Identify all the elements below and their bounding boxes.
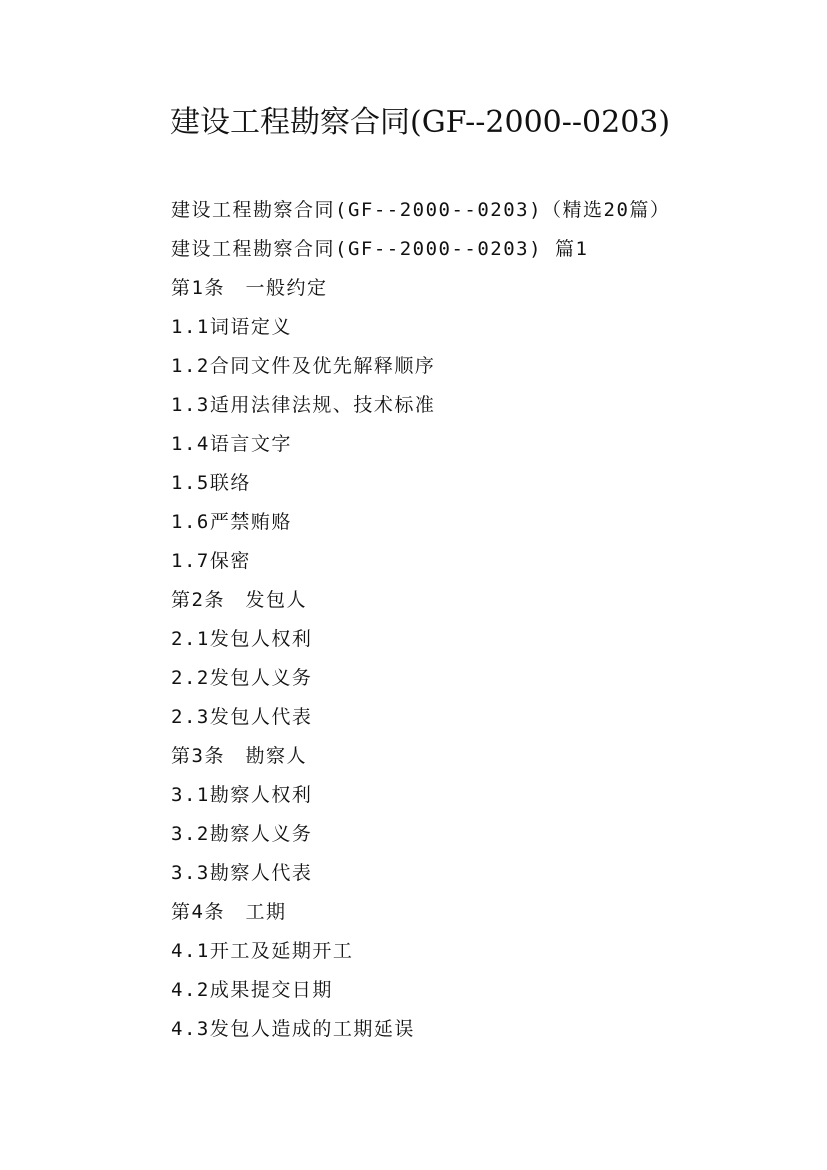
section-heading: 第2条 发包人 [171, 589, 307, 611]
document-body [171, 191, 771, 1049]
text-line: 1.4语言文字 [171, 433, 292, 455]
text-line: 2.2发包人义务 [171, 667, 313, 689]
section-heading: 第1条 一般约定 [171, 277, 328, 299]
text-line: 1.2合同文件及优先解释顺序 [171, 355, 436, 377]
text-line: 1.6严禁贿赂 [171, 511, 292, 533]
text-line: 4.3发包人造成的工期延误 [171, 1018, 415, 1040]
text-line: 1.5联络 [171, 472, 251, 494]
text-line: 2.1发包人权利 [171, 628, 313, 650]
text-line: 2.3发包人代表 [171, 706, 313, 728]
section-heading: 第3条 勘察人 [171, 745, 307, 767]
text-line: 4.1开工及延期开工 [171, 940, 354, 962]
text-line: 3.1勘察人权利 [171, 784, 313, 806]
text-line: 4.2成果提交日期 [171, 979, 333, 1001]
text-line: 3.2勘察人义务 [171, 823, 313, 845]
text-line: 建设工程勘察合同(GF--2000--0203)（精选20篇） [171, 199, 671, 221]
text-line: 1.3适用法律法规、技术标准 [171, 394, 436, 416]
section-heading: 第4条 工期 [171, 901, 287, 923]
text-line: 3.3勘察人代表 [171, 862, 313, 884]
text-line: 建设工程勘察合同(GF--2000--0203) 篇1 [171, 238, 589, 260]
text-line: 1.1词语定义 [171, 316, 292, 338]
text-line: 1.7保密 [171, 550, 251, 572]
document-title: 建设工程勘察合同(GF--2000--0203) [170, 105, 671, 140]
